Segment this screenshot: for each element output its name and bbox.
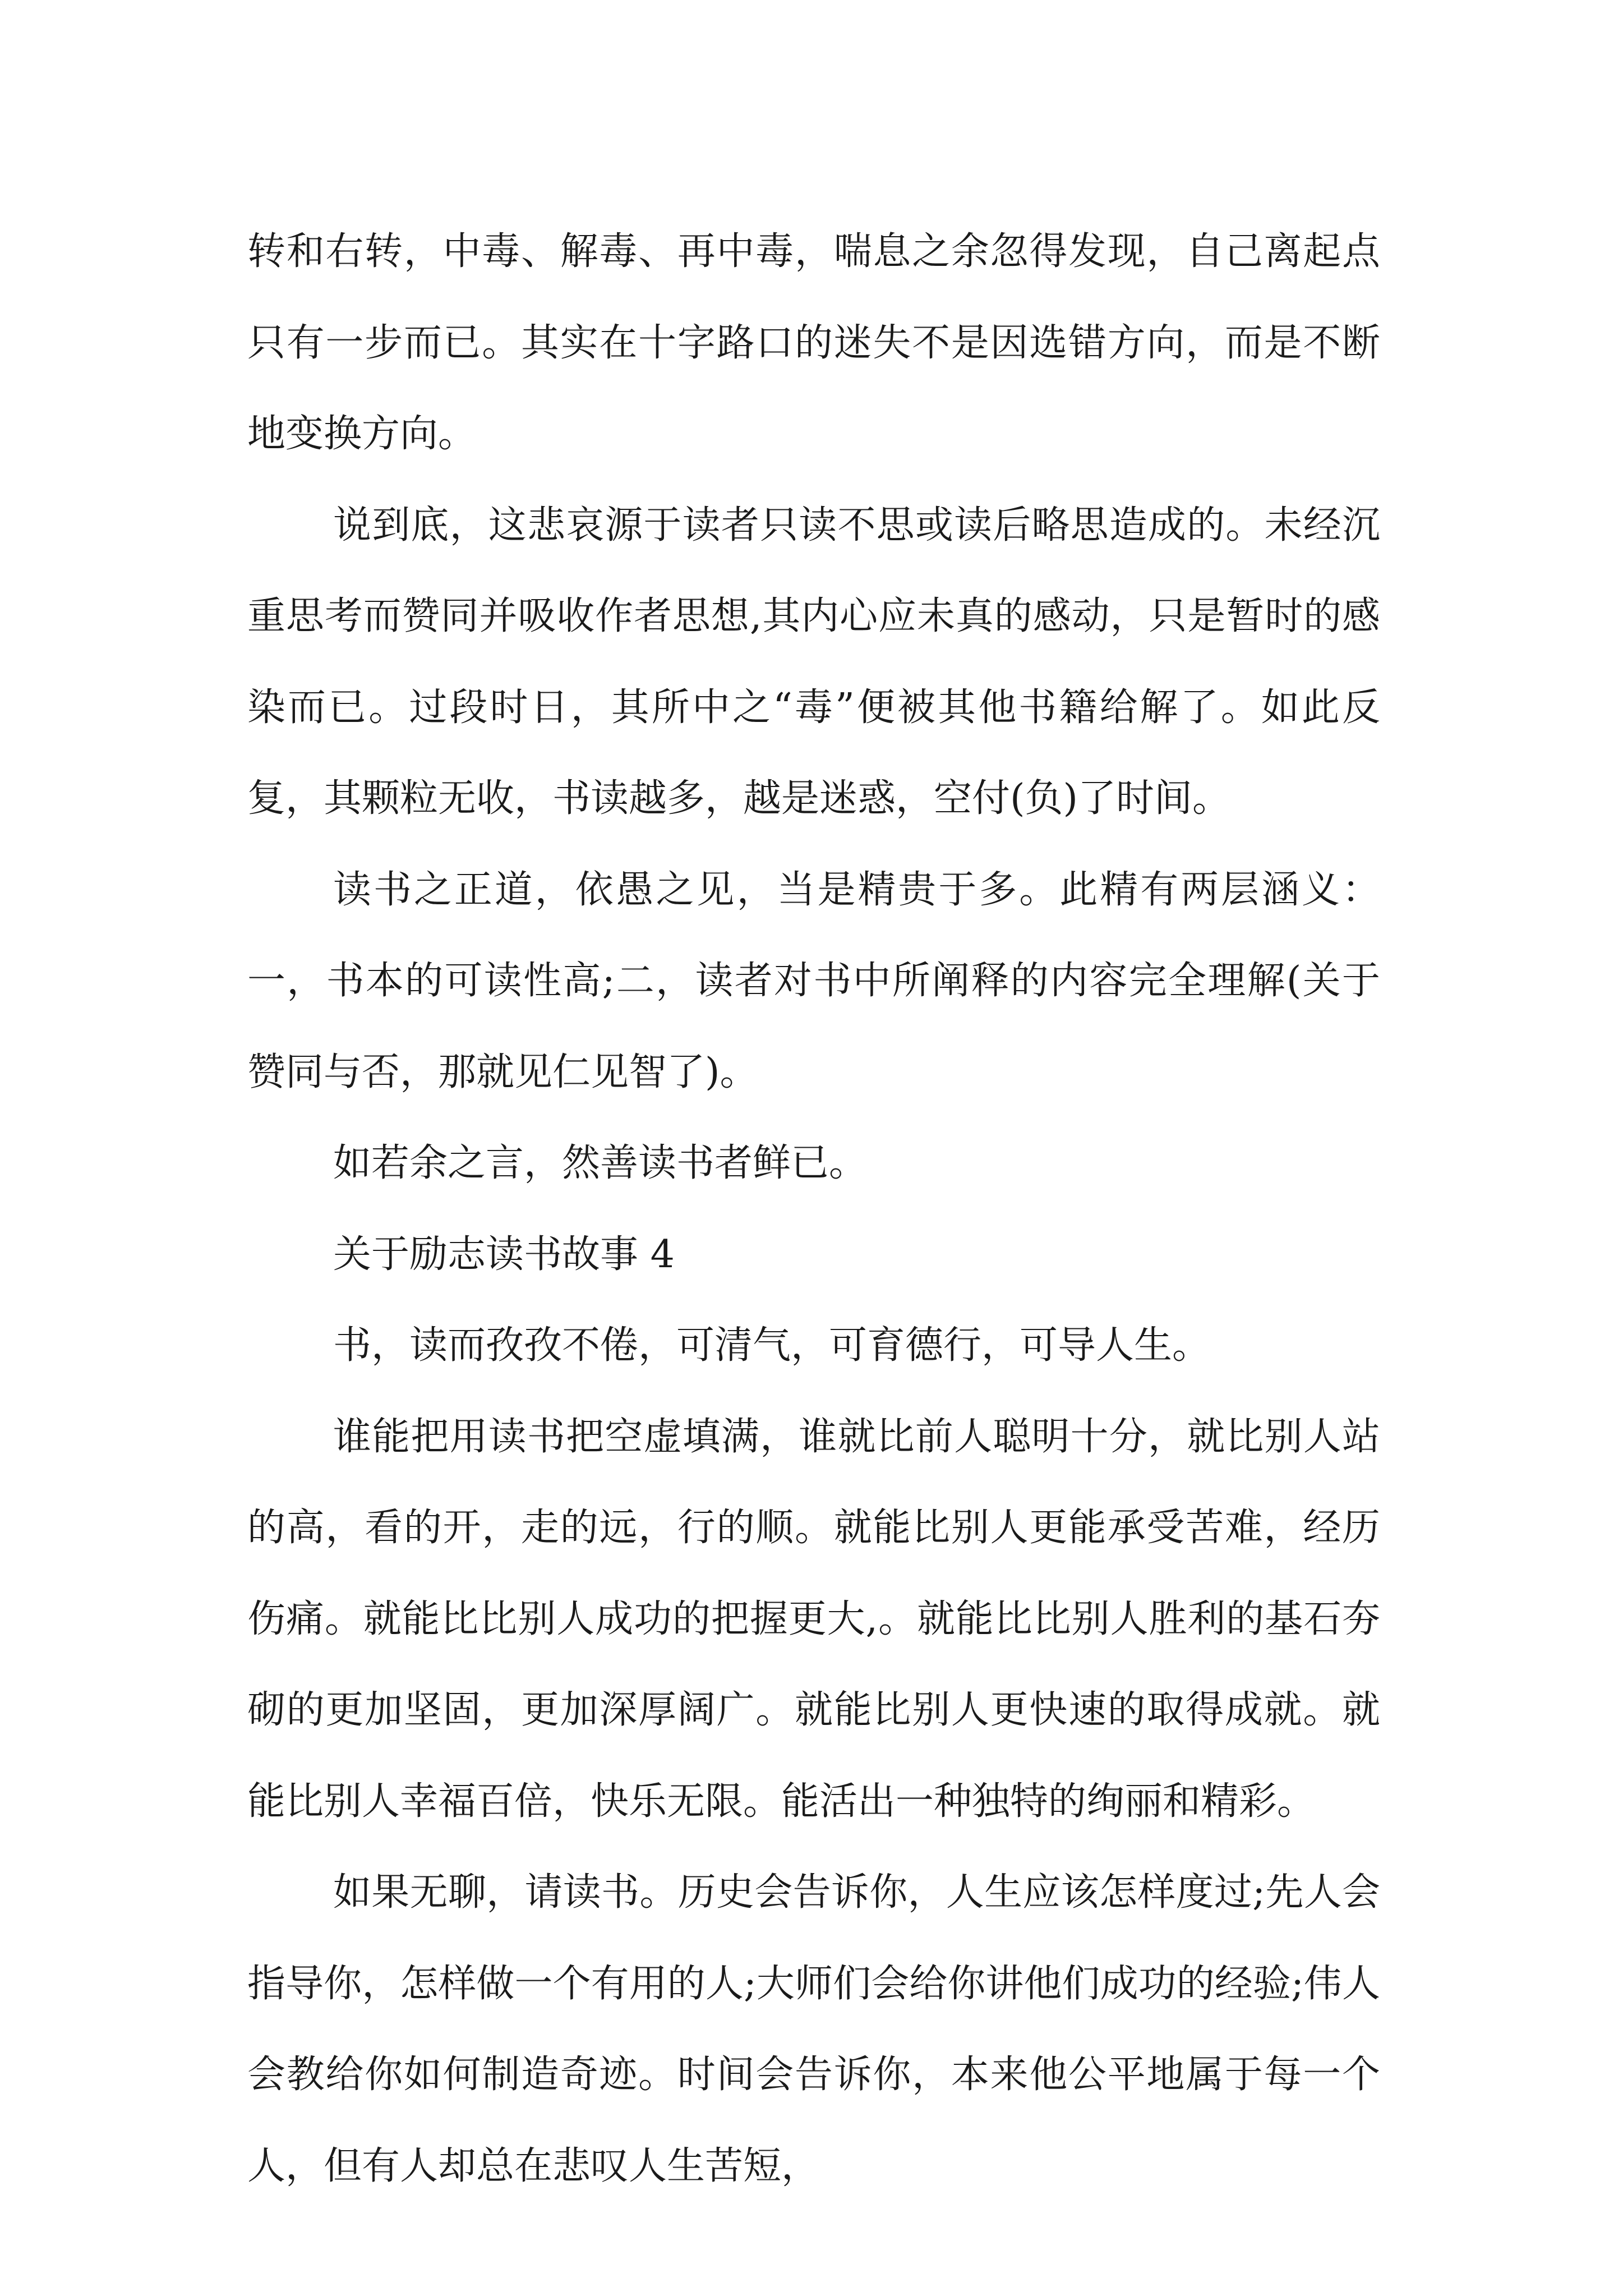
paragraph: 说到底，这悲哀源于读者只读不思或读后略思造成的。未经沉重思考而赞同并吸收作者思想,其内心应未真的感动，只是暂时的感染而已。过段时日，其所中之“毒”便被其他书籍给解了。如此反复，其颗粒无收，书读越多，越是迷惑，空付(负)了时间。	[247, 503, 1380, 821]
paragraph: 读书之正道，依愚之见，当是精贵于多。此精有两层涵义：一，书本的可读性高;二，读者对书中所阐释的内容完全理解(关于赞同与否，那就见仁见智了)。	[247, 867, 1380, 1094]
section-heading: 关于励志读书故事 4	[333, 1232, 675, 1277]
paragraph: 谁能把用读书把空虚填满，谁就比前人聪明十分，就比别人站的高，看的开，走的远，行的顺。就能比别人更能承受苦难，经历伤痛。就能比比别人成功的把握更大,。就能比比别人胜利的基石夯砌的更加坚固，更加深厚阔广。就能比别人更快速的取得成就。就能比别人幸福百倍，快乐无限。能活出一种独特的绚丽和精彩。	[247, 1414, 1380, 1824]
paragraph: 书，读而孜孜不倦，可清气，可育德行，可导人生。	[333, 1323, 1211, 1368]
paragraph: 如果无聊，请读书。历史会告诉你，人生应该怎样度过;先人会指导你，怎样做一个有用的人;大师们会给你讲他们成功的经验;伟人会教给你如何制造奇迹。时间会告诉你，本来他公平地属于每一个人，但有人却总在悲叹人生苦短，	[247, 1870, 1380, 2188]
paragraph: 转和右转，中毒、解毒、再中毒，喘息之余忽得发现，自己离起点只有一步而已。其实在十字路口的迷失不是因选错方向，而是不断地变换方向。	[247, 229, 1380, 456]
document-body	[247, 206, 1380, 2212]
paragraph: 如若余之言，然善读书者鲜已。	[333, 1141, 868, 1185]
